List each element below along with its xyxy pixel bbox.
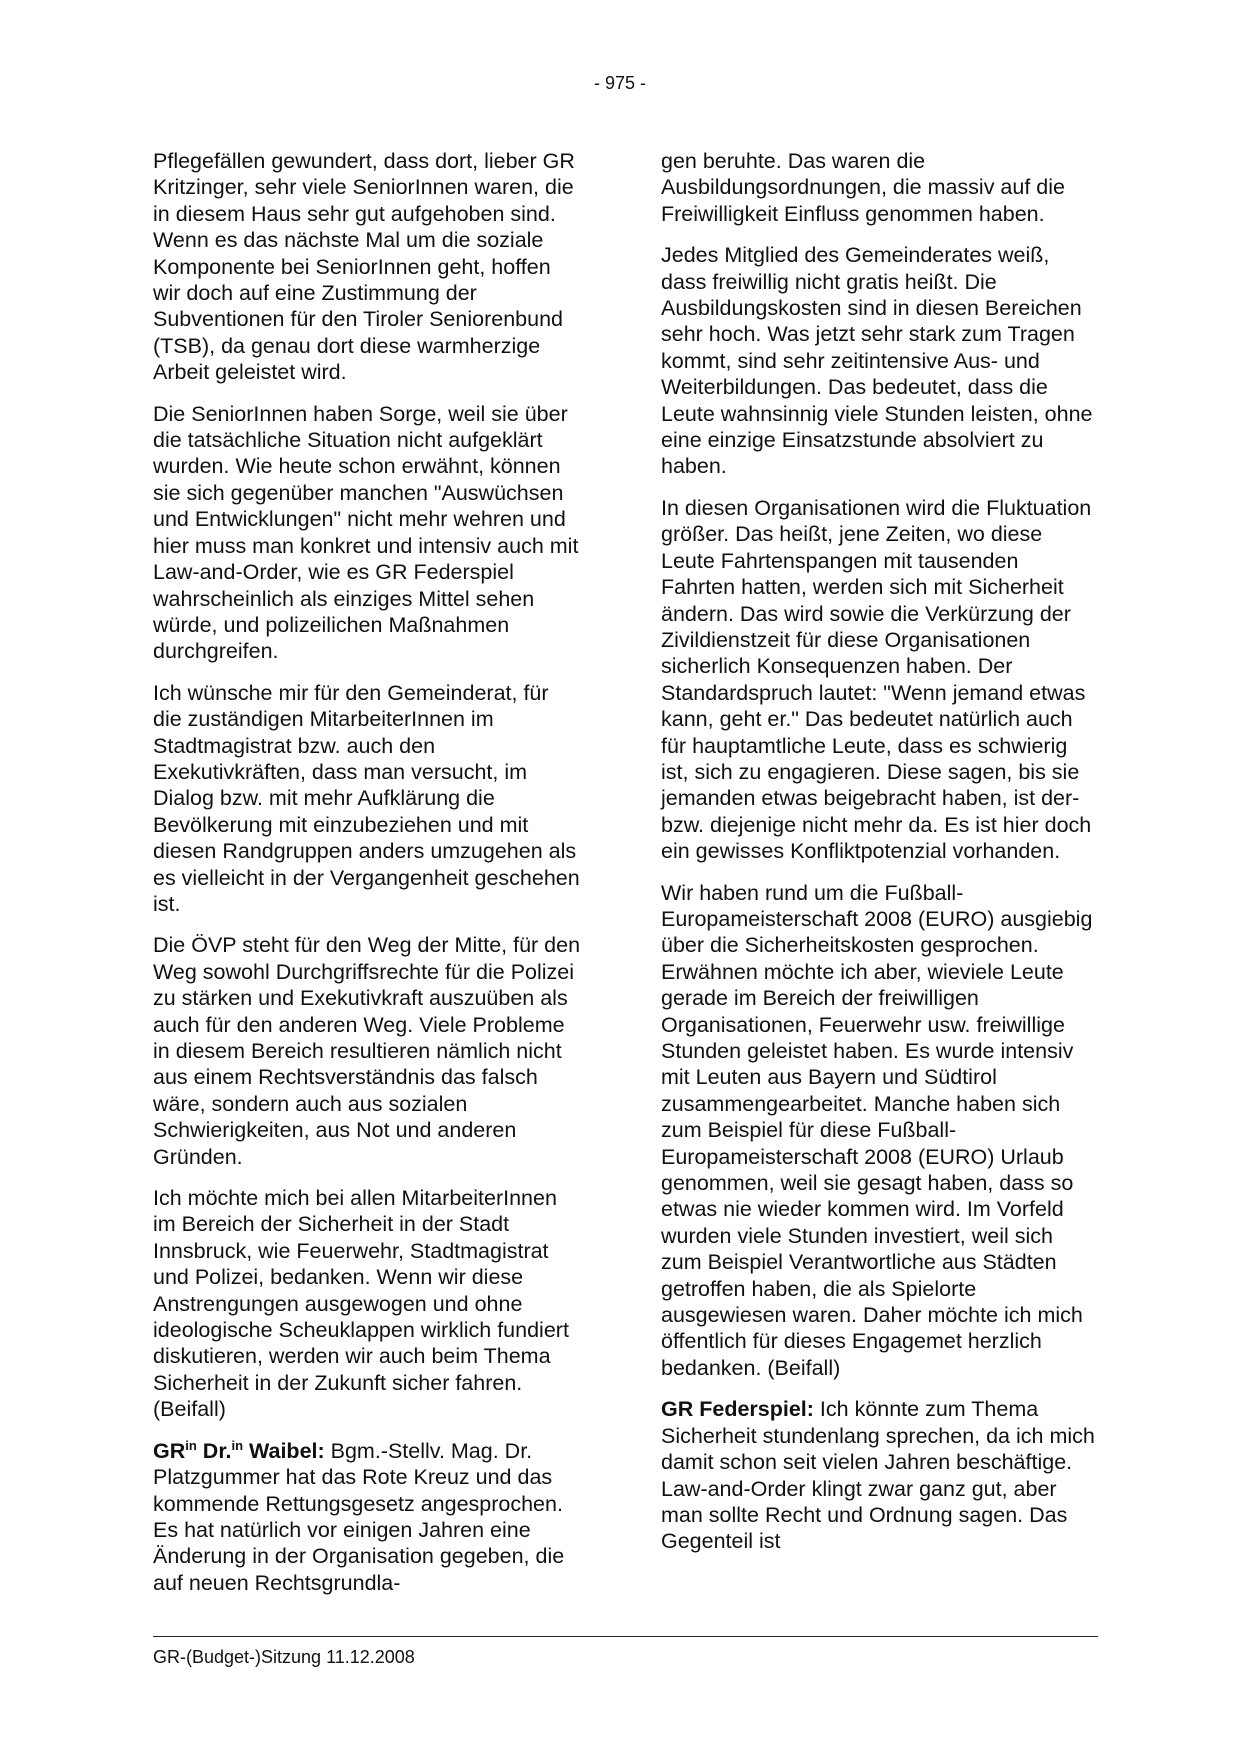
speaker-title: GR — [153, 1438, 186, 1463]
left-column — [153, 148, 583, 1611]
paragraph: Jedes Mitglied des Gemeinderates weiß, dass freiwillig nicht gratis heißt. Die Ausbildungskosten sind in diesen Bereichen sehr hoch. Was jetzt sehr stark zum Tragen kommt, sind sehr zeitintensive Aus- und Weiterbildungen. Das bedeutet, dass die Leute wahnsinnig viele Stunden leisten, ohne eine einzige Einsatzstunde absolviert zu haben. — [661, 243, 1093, 479]
speech-paragraph — [153, 1438, 583, 1596]
speech-text: Ich könnte zum Thema Sicherheit stundenlang sprechen, da ich mich damit schon seit vielen Jahren beschäftige. Law-and-Order klingt zwar ganz gut, aber man sollte Recht und Ordnung sagen. Das Gegenteil ist — [661, 1397, 1095, 1554]
paragraph: Pflegefällen gewundert, dass dort, lieber GR Kritzinger, sehr viele SeniorInnen waren, die in diesem Haus sehr gut aufgehoben sind. Wenn es das nächste Mal um die soziale Komponente bei SeniorInnen geht, hoffen wir doch auf eine Zustimmung der Subventionen für den Tiroler Seniorenbund (TSB), da genau dort diese warmherzige Arbeit geleistet wird. — [153, 149, 575, 385]
paragraph: Ich wünsche mir für den Gemeinderat, für die zuständigen MitarbeiterInnen im Stadtmagistrat bzw. auch den Exekutivkräften, dass man versucht, im Dialog bzw. mit mehr Aufklärung die Bevölkerung mit einzubeziehen und mit diesen Randgruppen anders umzugehen als es vielleicht in der Vergangenheit geschehen ist. — [153, 680, 580, 916]
speech-paragraph — [661, 1396, 1097, 1554]
right-column — [661, 148, 1097, 1570]
speaker-name — [153, 1439, 325, 1463]
speech-text: Bgm.-Stellv. Mag. Dr. Platzgummer hat das Rote Kreuz und das kommende Rettungsgesetz angesprochen. Es hat natürlich vor einigen Jahren eine Änderung in der Organisation gegeben, die auf neuen Rechtsgrundla- — [153, 1438, 565, 1595]
speaker-degree: Dr. — [196, 1438, 232, 1463]
paragraph: gen beruhte. Das waren die Ausbildungsordnungen, die massiv auf die Freiwilligkeit Einfluss genommen haben. — [661, 149, 1065, 226]
speaker-surname: Waibel: — [243, 1438, 325, 1463]
paragraph: Die SeniorInnen haben Sorge, weil sie über die tatsächliche Situation nicht aufgeklärt wurden. Wie heute schon erwähnt, können sie sich gegenüber manchen "Auswüchsen und Entwicklungen" nicht mehr wehren und hier muss man konkret und intensiv auch mit Law-and-Order, wie es GR Federspiel wahrscheinlich als einziges Mittel sehen würde, und polizeilichen Maßnahmen durchgreifen. — [153, 401, 579, 664]
page-number: - 975 - — [593, 73, 647, 93]
footer-text: GR-(Budget-)Sitzung 11.12.2008 — [153, 1647, 415, 1667]
paragraph: Die ÖVP steht für den Weg der Mitte, für den Weg sowohl Durchgriffsrechte für die Polizei zu stärken und Exekutivkraft auszuüben als auch für den anderen Weg. Viele Probleme in diesem Bereich resultieren nämlich nicht aus einem Rechtsverständnis das falsch wäre, sondern auch aus sozialen Schwierigkeiten, aus Not und anderen Gründen. — [153, 933, 581, 1169]
footer-divider — [153, 1636, 1098, 1637]
speaker-title-suffix: in — [185, 1437, 197, 1453]
paragraph: Ich möchte mich bei allen MitarbeiterInnen im Bereich der Sicherheit in der Stadt Innsbruck, wie Feuerwehr, Stadtmagistrat und Polizei, bedanken. Wenn wir diese Anstrengungen ausgewogen und ohne ideologische Scheuklappen wirklich fundiert diskutieren, werden wir auch beim Thema Sicherheit in der Zukunft sicher fahren. (Beifall) — [153, 1186, 569, 1422]
paragraph: Wir haben rund um die Fußball-Europameisterschaft 2008 (EURO) ausgiebig über die Sicherheitskosten gesprochen. Erwähnen möchte ich aber, wieviele Leute gerade im Bereich der freiwilligen Organisationen, Feuerwehr usw. freiwillige Stunden geleistet haben. Es wurde intensiv mit Leuten aus Bayern und Südtirol zusammengearbeitet. Manche haben sich zum Beispiel für diese Fußball-Europameisterschaft 2008 (EURO) Urlaub genommen, weil sie gesagt haben, dass so etwas nie wieder kommen wird. Im Vorfeld wurden viele Stunden investiert, weil sich zum Beispiel Verantwortliche aus Städten getroffen haben, die als Spielorte ausgewiesen waren. Daher möchte ich mich öffentlich für dieses Engagemet herzlich bedanken. (Beifall) — [661, 880, 1093, 1380]
paragraph: In diesen Organisationen wird die Fluktuation größer. Das heißt, jene Zeiten, wo diese Leute Fahrtenspangen mit tausenden Fahrten hatten, werden sich mit Sicherheit ändern. Das wird sowie die Verkürzung der Zivildienstzeit für diese Organisationen sicherlich Konsequenzen haben. Der Standardspruch lautet: "Wenn jemand etwas kann, geht er." Das bedeutet natürlich auch für hauptamtliche Leute, dass es schwierig ist, sich zu engagieren. Diese sagen, bis sie jemanden etwas beigebracht haben, ist der- bzw. diejenige nicht mehr da. Es ist hier doch ein gewisses Konfliktpotenzial vorhanden. — [661, 495, 1092, 864]
speaker-degree-suffix: in — [231, 1437, 244, 1453]
speaker-name: GR Federspiel: — [661, 1397, 814, 1422]
